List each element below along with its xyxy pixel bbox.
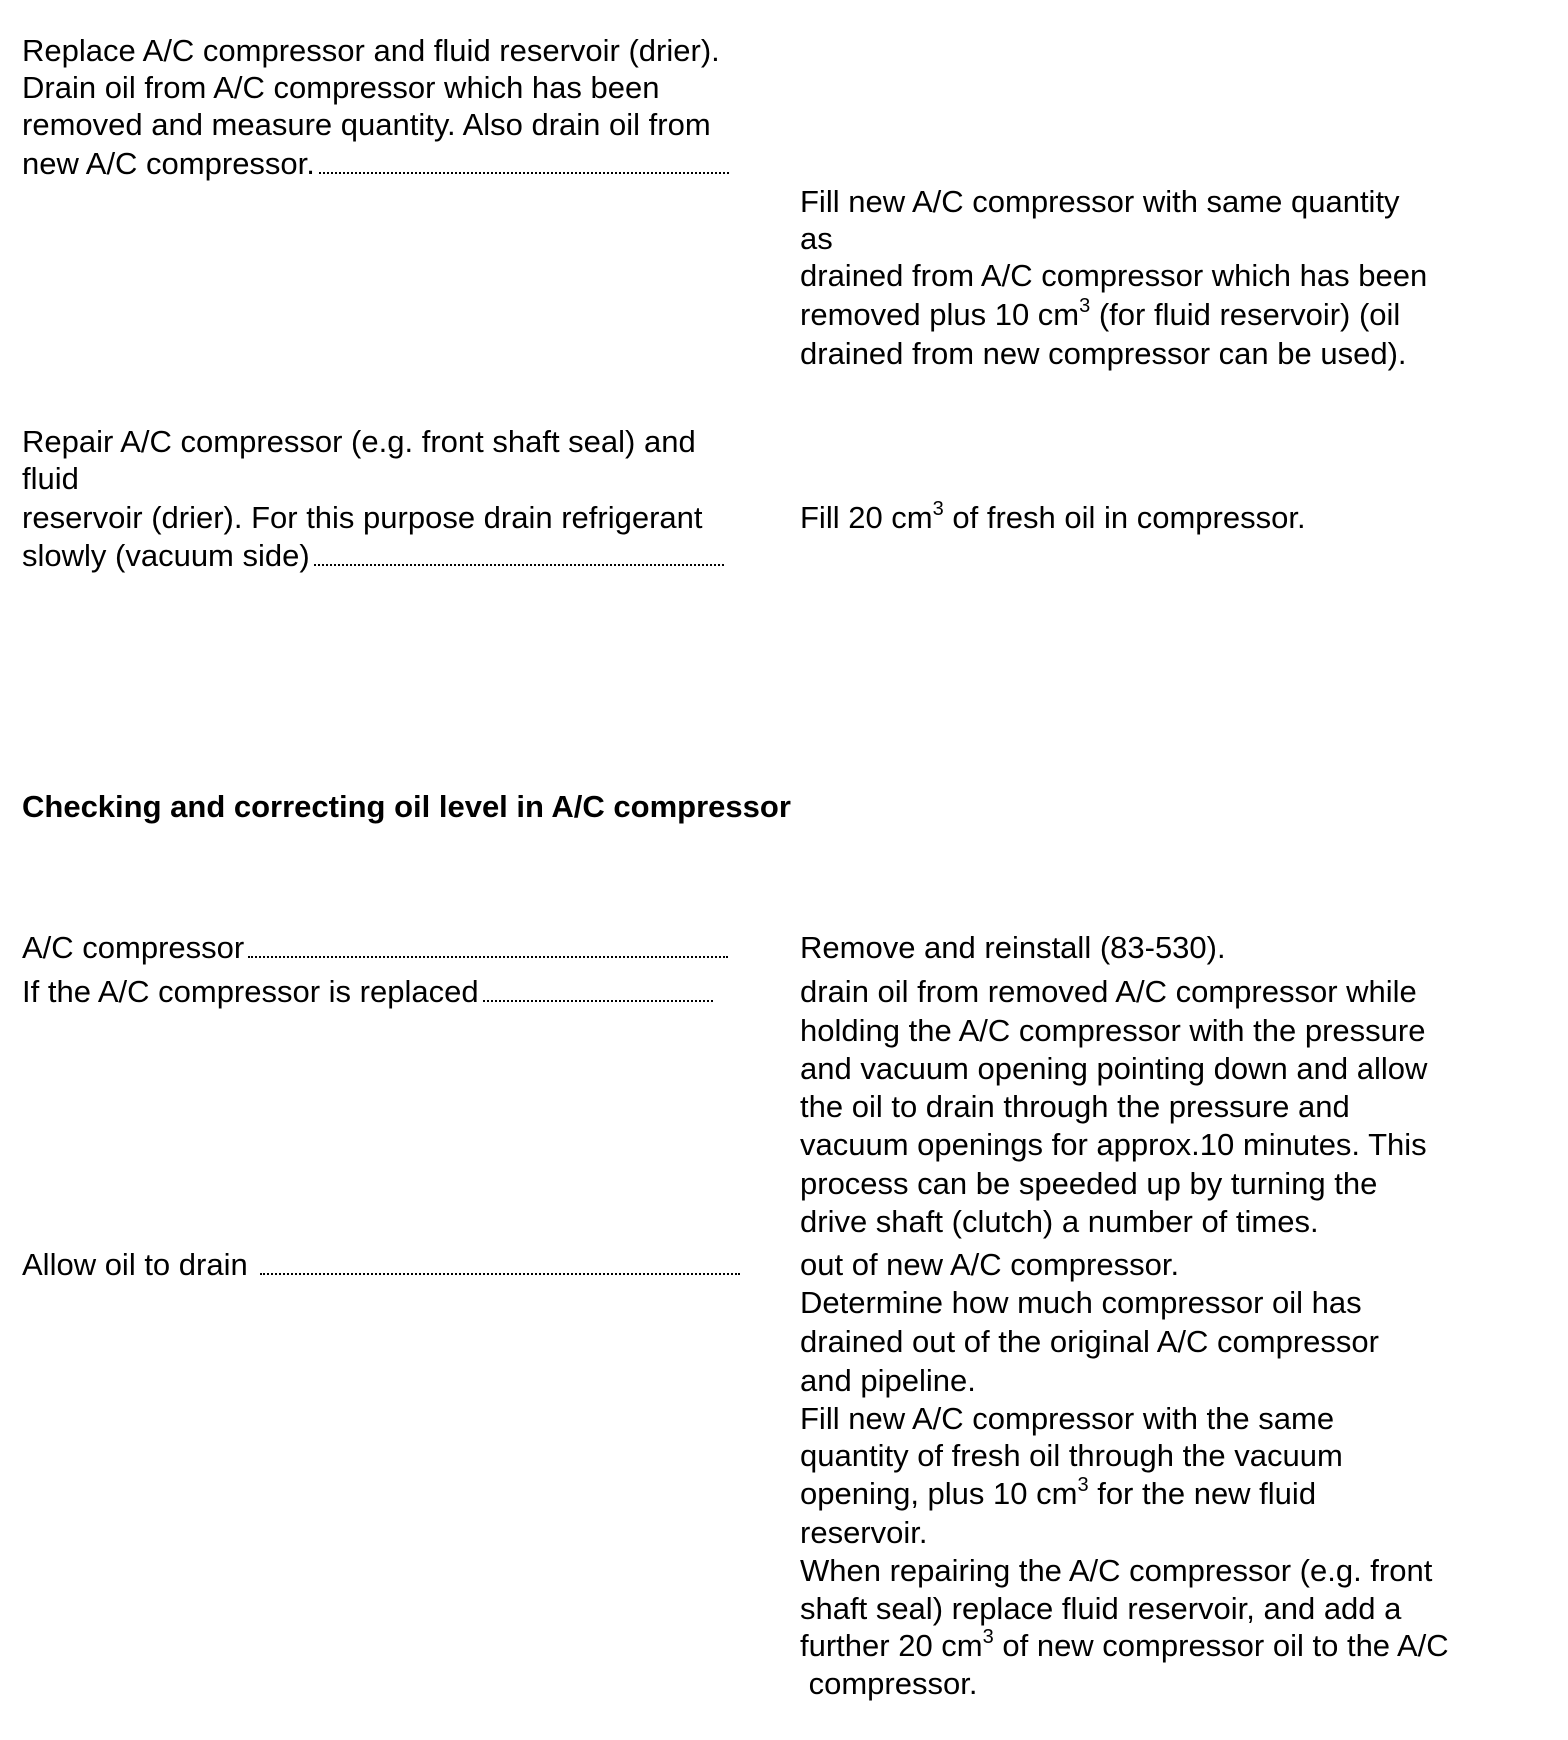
s3-row3-right-1: out of new A/C compressor. xyxy=(800,1247,1180,1282)
s3-row3-right-8: reservoir. xyxy=(800,1515,928,1550)
s1-left-line-4-text: new A/C compressor. xyxy=(22,146,315,181)
s3-row2-left-text: If the A/C compressor is replaced xyxy=(22,974,479,1009)
s3-row3-sup-1: 3 xyxy=(1077,1473,1089,1496)
s1-right-line-4 xyxy=(800,296,1400,334)
s1-left-line-4 xyxy=(22,145,729,183)
s3-row2-right-7: drive shaft (clutch) a number of times. xyxy=(800,1204,1319,1239)
s3-row3-right-11 xyxy=(800,1627,1449,1665)
s2-left-line-1: Repair A/C compressor (e.g. front shaft seal) and xyxy=(22,424,696,459)
s2-left-line-2: fluid xyxy=(22,461,79,496)
s1-right-line-2: as xyxy=(800,221,833,256)
s3-row3-right-7 xyxy=(800,1475,1316,1513)
s3-row3-right-11a: further 20 cm xyxy=(800,1628,983,1663)
dot-leader xyxy=(248,934,728,958)
s3-row3-sup-2: 3 xyxy=(982,1625,994,1648)
dot-leader xyxy=(319,150,729,174)
s3-row3-right-3: drained out of the original A/C compressor xyxy=(800,1324,1379,1359)
s3-row3-right-6: quantity of fresh oil through the vacuum xyxy=(800,1438,1343,1473)
dot-leader xyxy=(314,542,724,566)
s3-row2-right-4: the oil to drain through the pressure and xyxy=(800,1089,1350,1124)
s3-row2-right-3: and vacuum opening pointing down and allow xyxy=(800,1051,1428,1086)
s3-row2-right-5: vacuum openings for approx.10 minutes. This xyxy=(800,1127,1427,1162)
s1-right-sup: 3 xyxy=(1079,294,1091,317)
s2-right-line-1 xyxy=(800,499,1306,537)
s1-left-line-1: Replace A/C compressor and fluid reservoir (drier). xyxy=(22,33,720,68)
s2-right-b: of fresh oil in compressor. xyxy=(943,500,1306,535)
s3-row3-right-7a: opening, plus 10 cm xyxy=(800,1476,1078,1511)
s3-row3-right-11b: of new compressor oil to the A/C xyxy=(993,1628,1449,1663)
s1-right-line-4a: removed plus 10 cm xyxy=(800,297,1080,332)
s2-left-line-4-text: slowly (vacuum side) xyxy=(22,538,310,573)
s3-row2-left xyxy=(22,973,713,1011)
s2-right-a: Fill 20 cm xyxy=(800,500,933,535)
s3-row1-left xyxy=(22,929,728,967)
s3-row3-right-4: and pipeline. xyxy=(800,1363,976,1398)
s1-left-line-2: Drain oil from A/C compressor which has been xyxy=(22,70,660,105)
s3-row3-right-9: When repairing the A/C compressor (e.g. front xyxy=(800,1553,1433,1588)
s2-left-line-3: reservoir (drier). For this purpose drain refrigerant xyxy=(22,500,703,535)
s3-row3-right-2: Determine how much compressor oil has xyxy=(800,1285,1362,1320)
s3-row3-left xyxy=(22,1246,740,1284)
s1-right-line-4b: (for fluid reservoir) (oil xyxy=(1090,297,1401,332)
section-heading: Checking and correcting oil level in A/C compressor xyxy=(22,789,791,824)
s1-right-line-1: Fill new A/C compressor with same quantity xyxy=(800,184,1400,219)
s3-row3-right-12: compressor. xyxy=(800,1666,978,1701)
s2-left-line-4 xyxy=(22,537,724,575)
s3-row1-right: Remove and reinstall (83-530). xyxy=(800,930,1226,965)
dot-leader xyxy=(260,1251,740,1275)
s3-row2-right-6: process can be speeded up by turning the xyxy=(800,1166,1378,1201)
s3-row3-right-7b: for the new fluid xyxy=(1088,1476,1317,1511)
s3-row3-right-10: shaft seal) replace fluid reservoir, and add a xyxy=(800,1591,1402,1626)
s1-right-line-5: drained from new compressor can be used). xyxy=(800,336,1407,371)
s3-row3-left-text: Allow oil to drain xyxy=(22,1247,248,1282)
s3-row2-right-1: drain oil from removed A/C compressor while xyxy=(800,974,1417,1009)
s3-row2-right-2: holding the A/C compressor with the pressure xyxy=(800,1013,1426,1048)
dot-leader xyxy=(483,978,713,1002)
s3-row1-left-text: A/C compressor xyxy=(22,930,245,965)
s2-right-sup: 3 xyxy=(932,497,944,520)
s1-left-line-3: removed and measure quantity. Also drain oil from xyxy=(22,107,711,142)
s1-right-line-3: drained from A/C compressor which has been xyxy=(800,258,1428,293)
s3-row3-right-5: Fill new A/C compressor with the same xyxy=(800,1401,1335,1436)
